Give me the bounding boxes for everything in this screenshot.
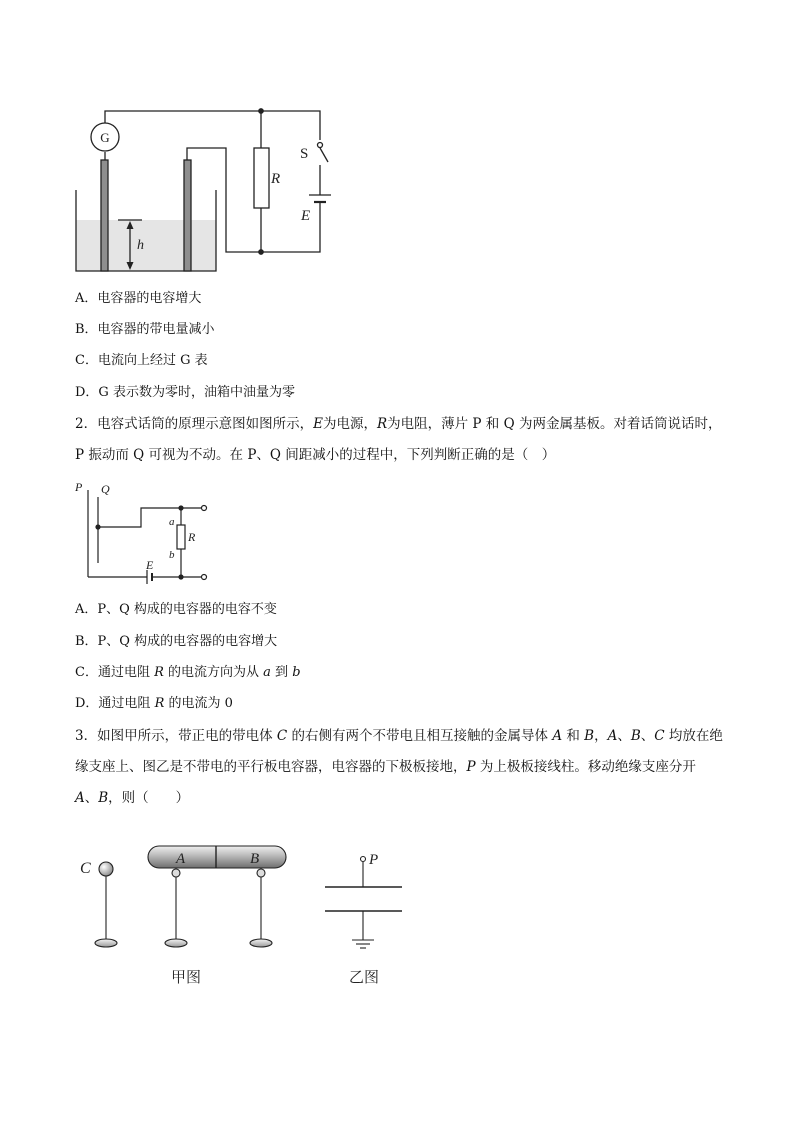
- fig2-label-R: R: [188, 530, 196, 544]
- q3-stem-line2: 缘支座上、图乙是不带电的平行板电容器，电容器的下极板接地，P 为上极板接线柱。移动绝缘支座分开: [75, 759, 696, 775]
- fig1-label-R: R: [271, 171, 281, 187]
- q2-option-a[interactable]: A．P、Q 构成的电容器的电容不变: [75, 602, 277, 617]
- switch: [320, 148, 328, 162]
- q1-option-d[interactable]: D．G 表示数为零时，油箱中油量为零: [75, 385, 295, 400]
- fig2-label-b: b: [169, 549, 175, 561]
- fig2-label-a: a: [169, 516, 175, 528]
- stand-base-C: [95, 939, 117, 947]
- fig3-conductors-and-capacitor: [70, 835, 420, 995]
- resistor: [177, 525, 185, 549]
- q2-option-b[interactable]: B．P、Q 构成的电容器的电容增大: [75, 634, 278, 649]
- fig2-microphone-circuit: [70, 476, 220, 586]
- left-plate: [101, 160, 108, 271]
- fig3-label-C: C: [80, 860, 91, 877]
- q2-stem-line2: P 振动而 Q 可视为不动。在 P、Q 间距减小的过程中，下列判断正确的是（ ）: [75, 447, 556, 463]
- q2-option-d[interactable]: D．通过电阻 R 的电流为 0: [75, 696, 233, 711]
- resistor: [254, 148, 269, 208]
- fig3-label-B: B: [250, 851, 260, 867]
- fig2-label-P: P: [75, 480, 83, 494]
- q1-option-b[interactable]: B．电容器的带电量减小: [75, 322, 215, 337]
- stand-base-A: [165, 939, 187, 947]
- right-plate: [184, 160, 191, 271]
- caption-jia: 甲图: [170, 970, 202, 986]
- fig1-label-S: S: [300, 146, 309, 162]
- fig3-label-P: P: [369, 852, 379, 868]
- charged-ball-C: [99, 862, 113, 876]
- fig2-label-Q: Q: [101, 482, 110, 496]
- fig2-label-E: E: [146, 558, 154, 572]
- stand-base-B: [250, 939, 272, 947]
- fig1-label-h: h: [137, 238, 144, 253]
- fig1-label-G: G: [100, 130, 110, 145]
- oil-liquid: [76, 220, 216, 271]
- fig3-label-A: A: [176, 851, 186, 867]
- q1-option-a[interactable]: A．电容器的电容增大: [75, 291, 202, 306]
- q2-option-c[interactable]: C．通过电阻 R 的电流方向为从 a 到 b: [75, 665, 301, 680]
- caption-yi: 乙图: [348, 970, 380, 986]
- q3-stem-line3: A、B，则（ ）: [75, 790, 190, 806]
- q2-stem-line1: 2．电容式话筒的原理示意图如图所示，E为电源，R为电阻，薄片 P 和 Q 为两金属基板。对着话筒说话时，: [75, 416, 722, 432]
- q1-option-c[interactable]: C．电流向上经过 G 表: [75, 353, 208, 368]
- fig1-oil-gauge-circuit: [60, 95, 350, 280]
- conductor-AB: [148, 846, 286, 868]
- fig1-label-E: E: [301, 208, 311, 224]
- q3-stem-line1: 3．如图甲所示，带正电的带电体 C 的右侧有两个不带电且相互接触的金属导体 A 和 B，A、B、C 均放在绝: [75, 728, 723, 744]
